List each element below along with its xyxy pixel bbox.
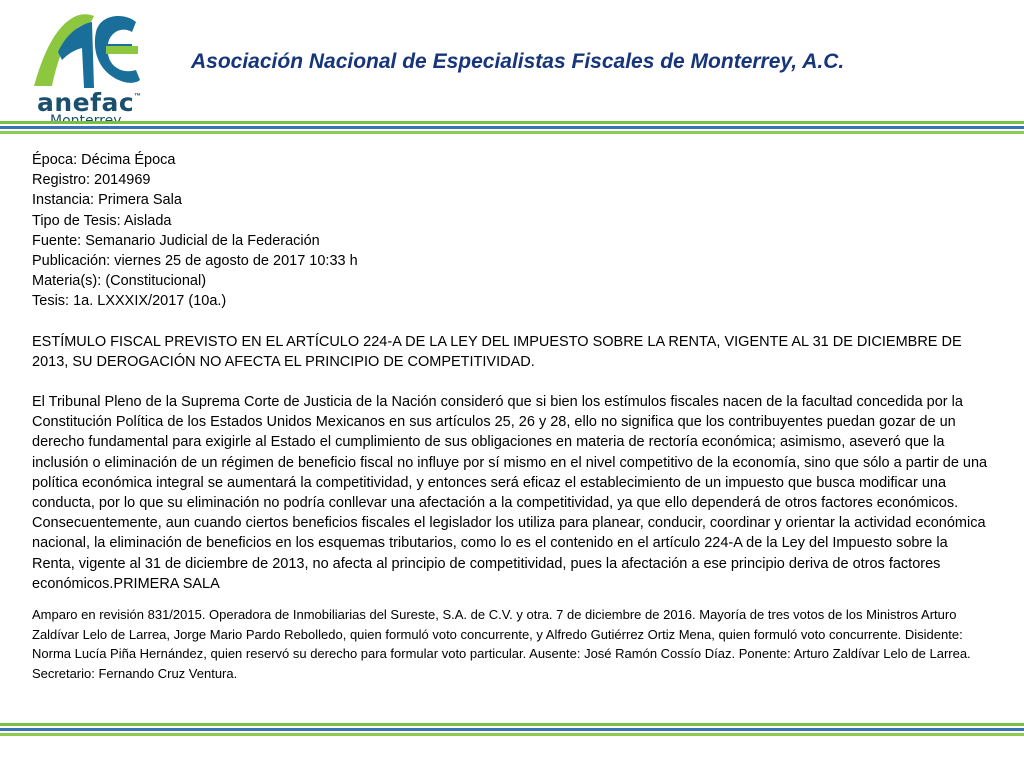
meta-tesis: Tesis: 1a. LXXXIX/2017 (10a.) — [32, 293, 227, 310]
meta-registro: Registro: 2014969 — [32, 172, 151, 189]
anefac-emblem-icon — [28, 8, 148, 93]
thesis-precedent: Amparo en revisión 831/2015. Operadora de Inmobiliarias del Sureste, S.A. de C.V. y otra. 7 de diciembre de 2016. Mayoría de tres votos de los Ministros Arturo Zaldívar Lelo de Larrea, Jorge Mario Pardo Rebolledo, quien formuló voto concurrente, y Alfredo Gutiérrez Ortiz Mena, quien formuló voto concurrente. Disidente: Norma Lucía Piña Hernández, quien reservó su derecho para formular voto particular. Ausente: José Ramón Cossío Díaz. Ponente: Arturo Zaldívar Lelo de Larrea. Secretario: Fernando Cruz Ventura. — [32, 607, 971, 681]
meta-epoca: Época: Décima Época — [32, 152, 176, 168]
logo-wordmark: anefac — [37, 88, 135, 117]
logo-trademark: ™ — [134, 93, 141, 100]
footer-divider — [0, 723, 1024, 736]
header-divider — [0, 121, 1024, 134]
anefac-logo — [28, 8, 148, 128]
thesis-metadata — [32, 150, 992, 312]
organization-title: Asociación Nacional de Especialistas Fiscales de Monterrey, A.C. — [191, 50, 845, 73]
thesis-body: El Tribunal Pleno de la Suprema Corte de Justicia de la Nación consideró que si bien los estímulos fiscales nacen de la facultad concedida por la Constitución Política de los Estados Unidos Mexicanos en sus artículos 25, 26 y 28, ello no significa que los contribuyentes puedan gozar de un derecho fundamental para exigirle al Estado el cumplimiento de sus obligaciones en materia de rectoría económica; asimismo, aseveró que la inclusión o eliminación de un régimen de beneficio fiscal no influye por sí mismo en el nivel competitivo de la economía, sino que sólo a partir de una política económica integral se aumentará la competitividad, y entonces será eficaz el establecimiento de un impuesto que busca modificar una conducta, por lo que su eliminación no podría conllevar una afectación a la competitividad, ya que ello dependerá de otros factores económicos. Consecuentemente, aun cuando ciertos beneficios fiscales el legislador los utiliza para planear, conducir, coordinar y orientar la actividad económica nacional, la eliminación de beneficios en los esquemas tributarios, como lo es el contenido en el artículo 224-A de la Ley del Impuesto sobre la Renta, vigente al 31 de diciembre de 2013, no afecta al principio de competitividad, pues la afectación a ese principio deriva de otros factores económicos.PRIMERA SALA — [32, 394, 988, 592]
meta-materia: Materia(s): (Constitucional) — [32, 273, 207, 290]
meta-publicacion: Publicación: viernes 25 de agosto de 2017 10:33 h — [32, 253, 358, 270]
meta-tipo-tesis: Tipo de Tesis: Aislada — [32, 212, 172, 229]
meta-fuente: Fuente: Semanario Judicial de la Federación — [32, 232, 320, 249]
meta-instancia: Instancia: Primera Sala — [32, 192, 182, 209]
thesis-title: ESTÍMULO FISCAL PREVISTO EN EL ARTÍCULO 224-A DE LA LEY DEL IMPUESTO SOBRE LA RENTA, VIGENTE AL 31 DE DICIEMBRE DE 2013, SU DEROGACIÓN NO AFECTA EL PRINCIPIO DE COMPETITIVIDAD. — [32, 333, 962, 370]
document-body — [32, 150, 992, 683]
